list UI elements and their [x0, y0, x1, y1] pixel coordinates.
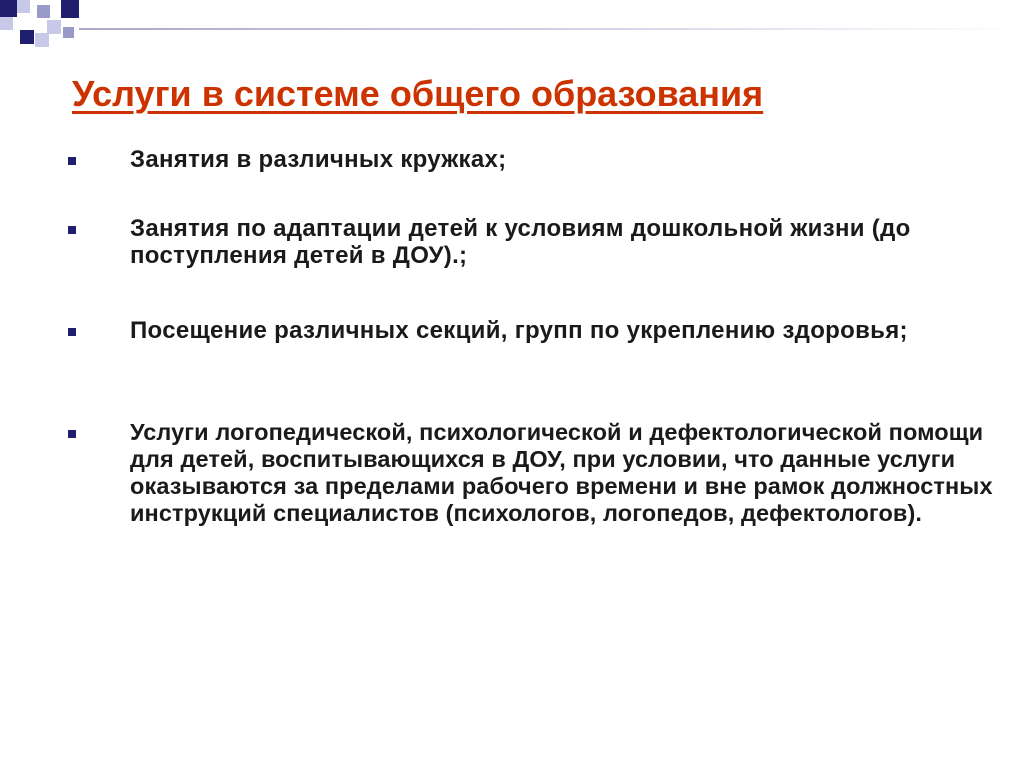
- square-bullet-icon: [68, 328, 76, 336]
- bullet-text: Услуги логопедической, психологической и дефектологической помощи для детей, воспитывающихся в ДОУ, при условии, что данные услуги оказываются за пределами рабочего времени и вне рамок должностных инструкций специалистов (психологов, логопедов, дефектологов).: [130, 419, 993, 526]
- slide-title: Услуги в системе общего образования: [72, 73, 764, 114]
- bullet-text: Занятия по адаптации детей к условиям дошкольной жизни (до поступления детей в ДОУ).;: [130, 215, 911, 269]
- bullet-text: Посещение различных секций, групп по укреплению здоровья;: [130, 317, 908, 344]
- square-bullet-icon: [68, 430, 76, 438]
- square-bullet-icon: [68, 226, 76, 234]
- square-bullet-icon: [68, 157, 76, 165]
- bullet-text: Занятия в различных кружках;: [130, 146, 507, 173]
